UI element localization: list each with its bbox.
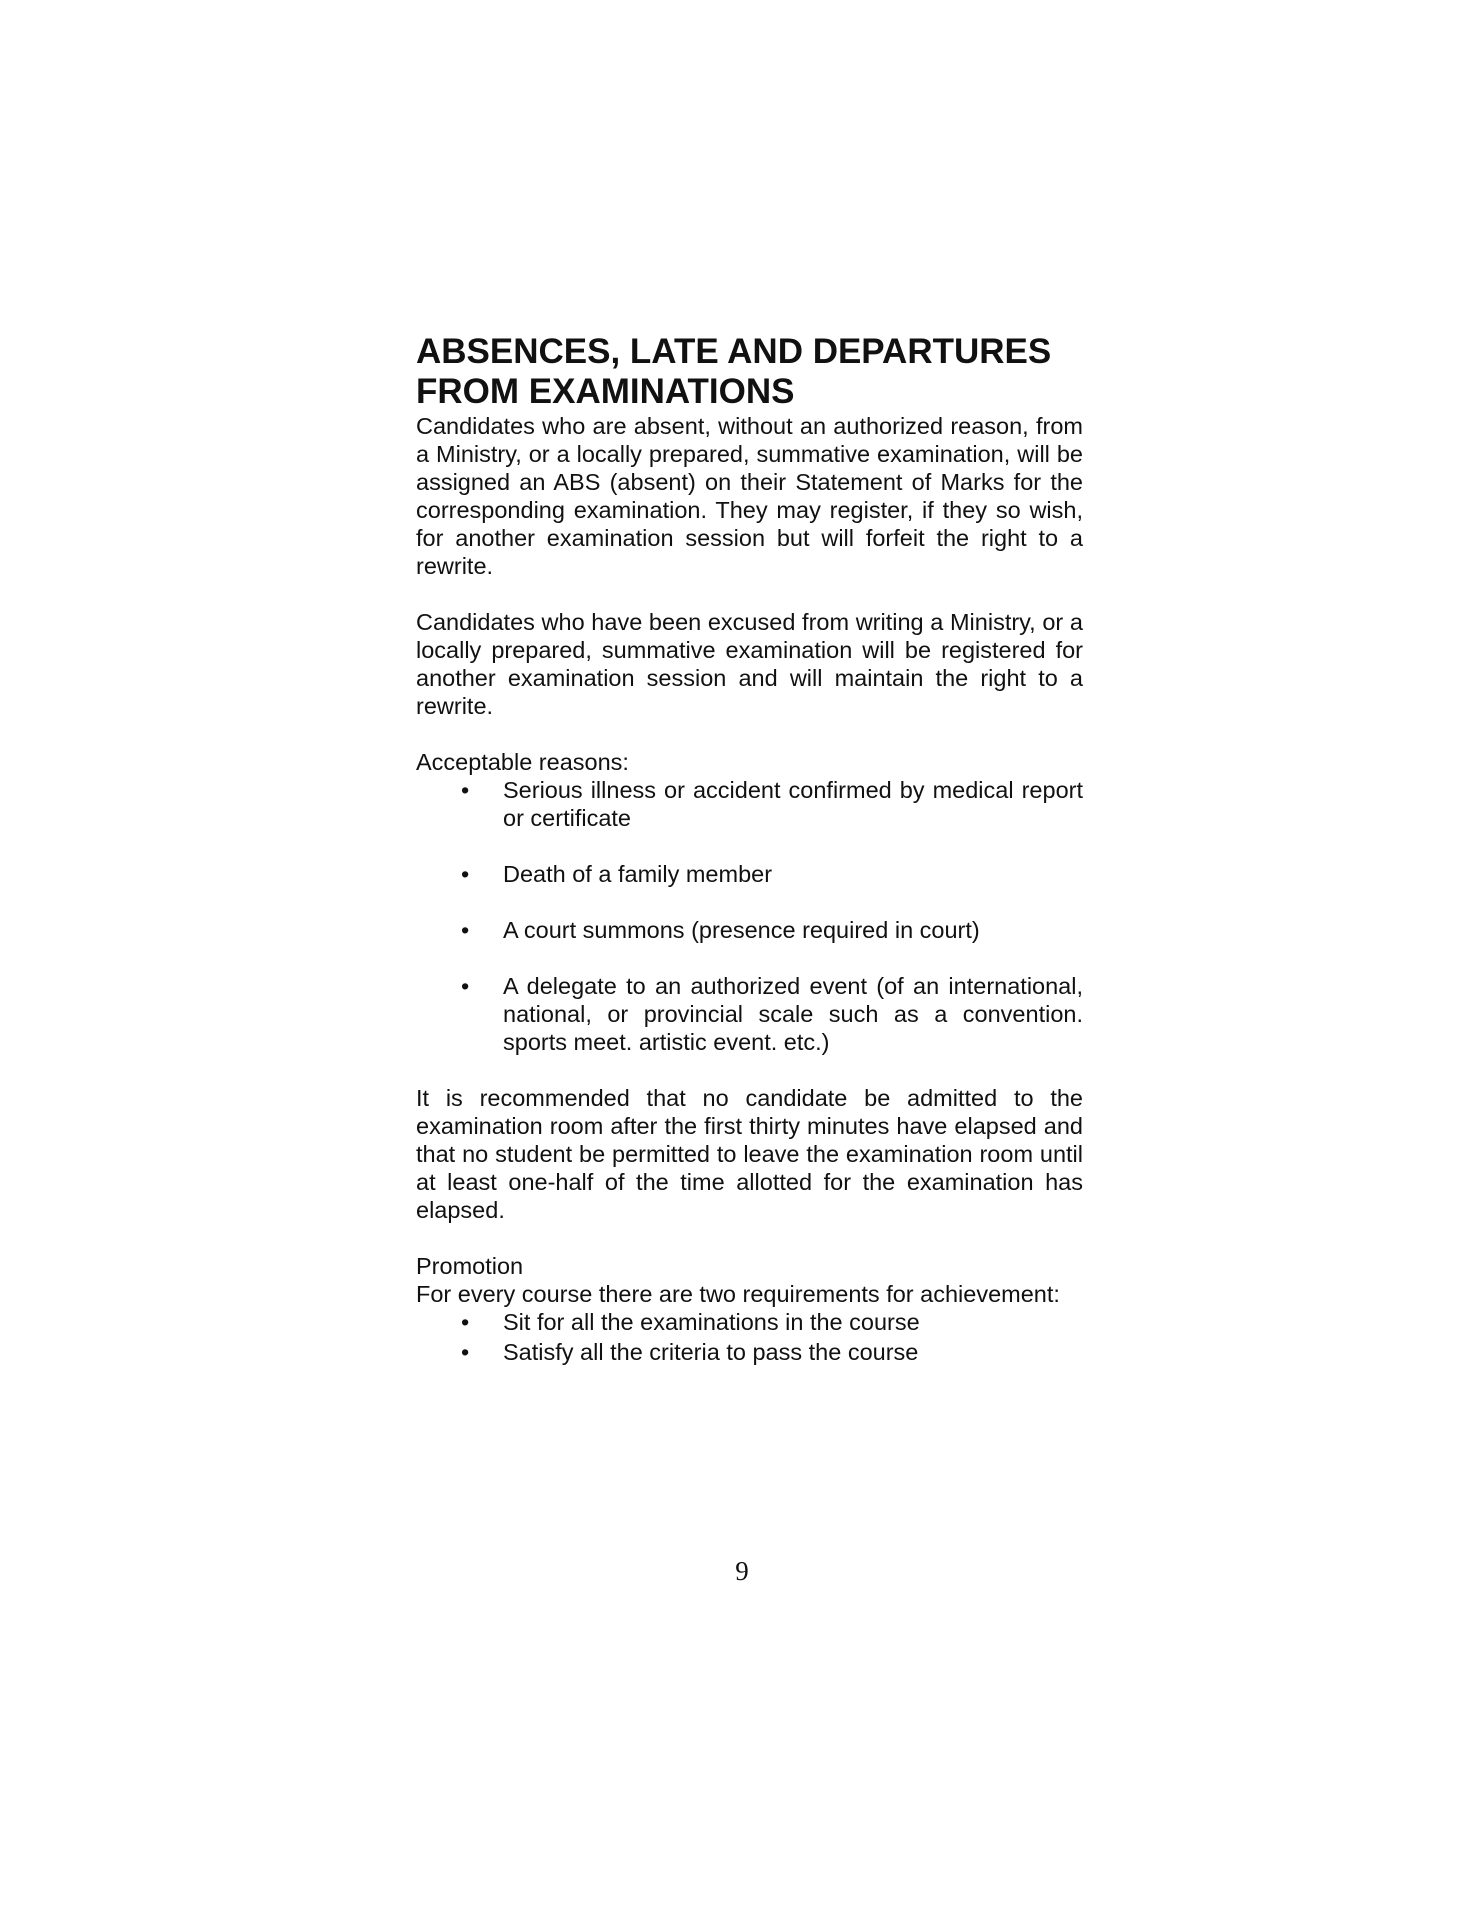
list-item	[416, 916, 1083, 944]
list-item	[416, 972, 1083, 1056]
bullet-icon: •	[461, 861, 470, 887]
page-title	[416, 332, 1083, 412]
page-title-line-2: FROM EXAMINATIONS	[416, 372, 795, 411]
document-body	[416, 332, 1083, 1368]
acceptable-reasons-label: Acceptable reasons:	[416, 749, 629, 775]
excused-paragraph: Candidates who have been excused from writing a Ministry, or a locally prepared, summative examination will be registered for another examination session and will maintain the right to a rewrite.	[416, 609, 1083, 719]
list-item	[416, 776, 1083, 832]
list-item-text: Serious illness or accident confirmed by medical report or certificate	[503, 777, 1083, 831]
absent-paragraph: Candidates who are absent, without an authorized reason, from a Ministry, or a locally prepared, summative examination, will be assigned an ABS (absent) on their Statement of Marks for the corresponding examination. They may register, if they so wish, for another examination session but will forfeit the right to a rewrite.	[416, 413, 1083, 579]
list-item-text: Sit for all the examinations in the course	[503, 1309, 920, 1335]
page-title-line-1: ABSENCES, LATE AND DEPARTURES	[416, 332, 1052, 371]
list-item	[416, 860, 1083, 888]
list-item	[416, 1308, 1083, 1336]
bullet-icon: •	[461, 1339, 470, 1365]
bullet-icon: •	[461, 973, 470, 999]
acceptable-reasons-list	[416, 776, 1083, 1056]
bullet-icon: •	[461, 917, 470, 943]
promotion-requirements-list	[416, 1308, 1083, 1366]
page-number: 9	[735, 1556, 749, 1586]
promotion-label: Promotion	[416, 1253, 524, 1279]
list-item-text: Satisfy all the criteria to pass the course	[503, 1339, 919, 1365]
list-item	[416, 1338, 1083, 1366]
list-item-text: Death of a family member	[503, 861, 773, 887]
promotion-intro: For every course there are two requirements for achievement:	[416, 1281, 1060, 1307]
bullet-icon: •	[461, 777, 470, 803]
list-item-text: A court summons (presence required in court)	[503, 917, 980, 943]
list-item-text: A delegate to an authorized event (of an international, national, or provincial scale such as a convention. sports meet. artistic event. etc.)	[503, 973, 1083, 1055]
bullet-icon: •	[461, 1309, 470, 1335]
recommendation-paragraph: It is recommended that no candidate be admitted to the examination room after the first thirty minutes have elapsed and that no student be permitted to leave the examination room until at least one-half of the time allotted for the examination has elapsed.	[416, 1085, 1083, 1223]
